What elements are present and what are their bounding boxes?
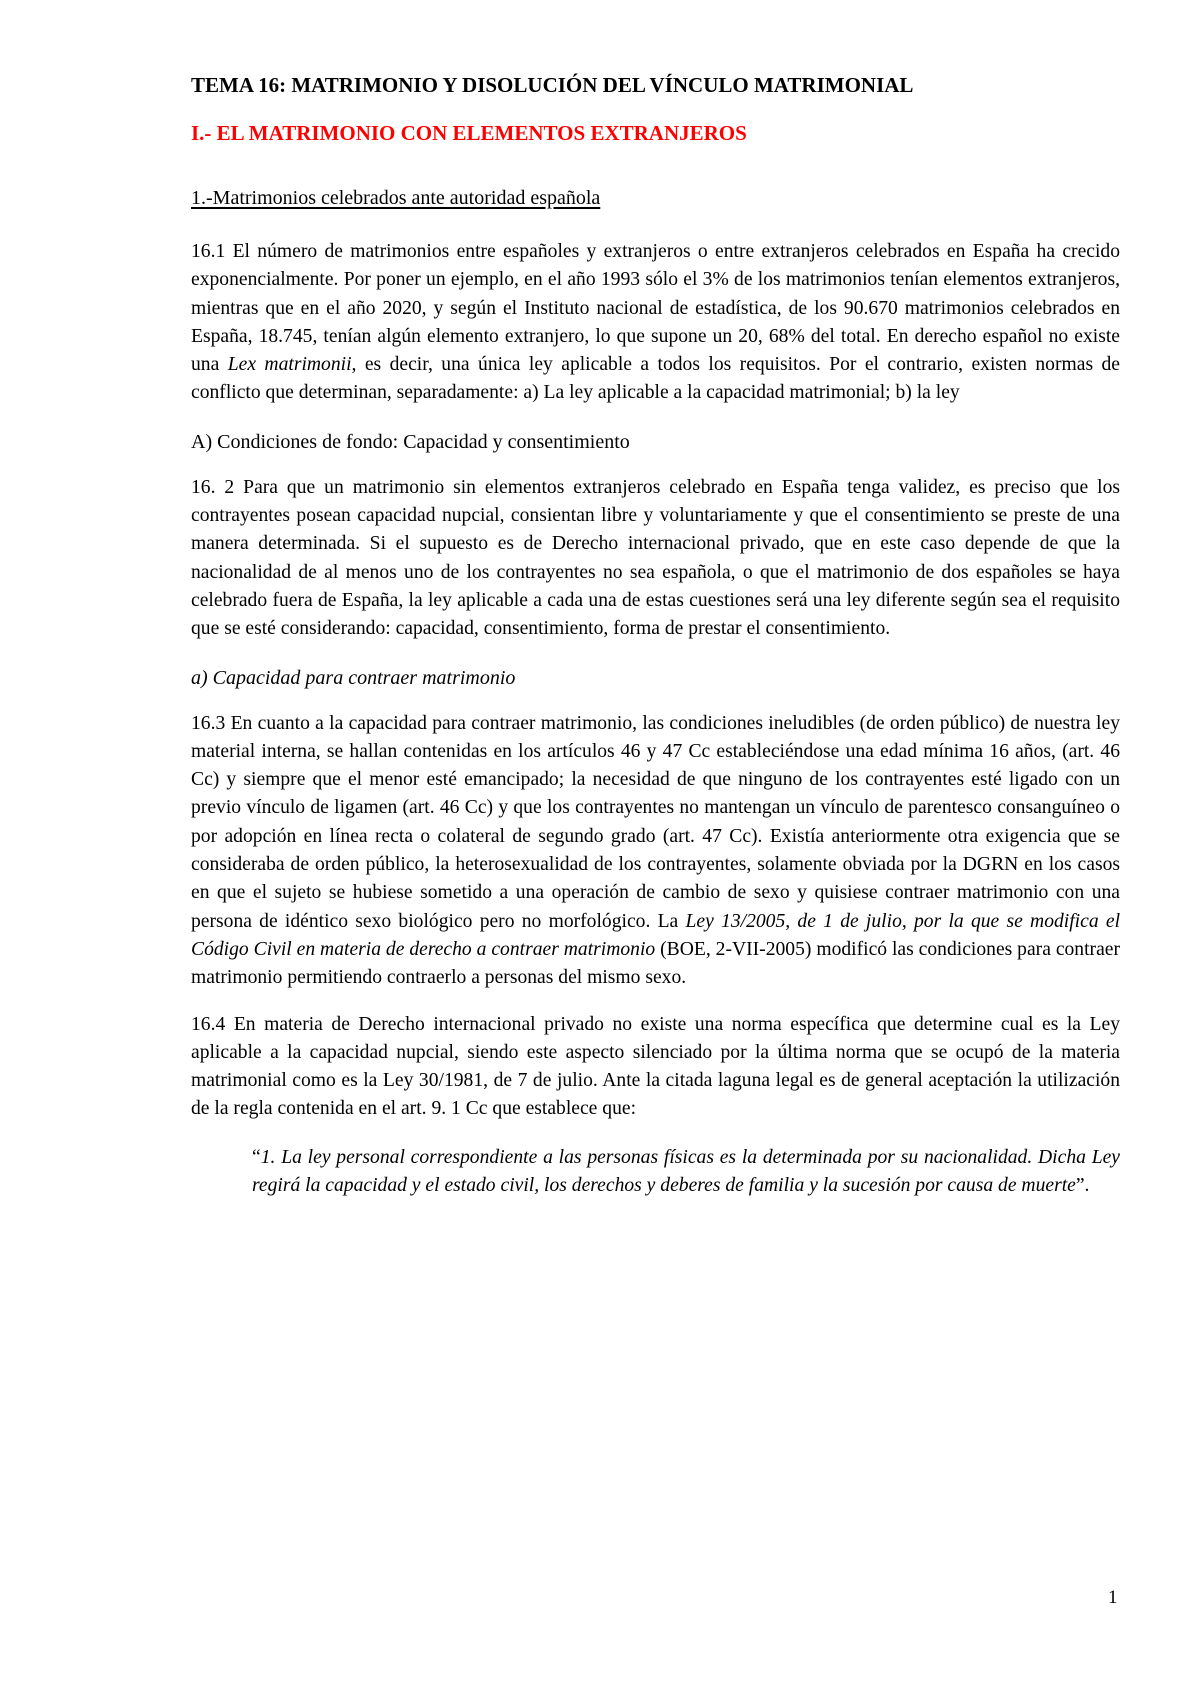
paragraph-16-3-text-c: (BOE, 2-VII-2005) modificó las condiciones para contraer matrimonio permitiendo contraerlo a personas del mismo sexo. [191,938,1120,989]
quote-close: ”. [1075,1175,1090,1197]
legal-quote [252,1144,1120,1201]
label-capacidad: a) Capacidad para contraer matrimonio [191,666,516,689]
paragraph-16-4: 16.4 En materia de Derecho internacional privado no existe una norma específica que determine cual es la Ley aplicable a la capacidad nupcial, siendo este aspecto silenciado por la última norma que se ocupó de la materia matrimonial como es la Ley 30/1981, de 7 de julio. Ante la citada laguna legal es de general aceptación la utilización de la regla contenida en el art. 9. 1 Cc que establece que: [191,1013,1120,1120]
quote-open: “ [252,1146,261,1168]
document-title: TEMA 16: MATRIMONIO Y DISOLUCIÓN DEL VÍNCULO MATRIMONIAL [191,73,914,97]
page-number: 1 [1108,1587,1118,1608]
section-heading: I.- EL MATRIMONIO CON ELEMENTOS EXTRANJEROS [191,121,747,145]
document-page [191,72,1120,1200]
paragraph-16-2: 16. 2 Para que un matrimonio sin elementos extranjeros celebrado en España tenga validez, es preciso que los contrayentes posean capacidad nupcial, consientan libre y voluntariamente y que el consentimiento se preste de una manera determinada. Si el supuesto es de Derecho internacional privado, que en este caso depende de que la nacionalidad de al menos uno de los contrayentes no sea española, o que el matrimonio de dos españoles se haya celebrado fuera de España, la ley aplicable a cada una de estas cuestiones será una ley diferente según sea el requisito que se esté considerando: capacidad, consentimiento, forma de prestar el consentimiento. [191,476,1120,640]
paragraph-16-1-text-a: 16.1 El número de matrimonios entre españoles y extranjeros o entre extranjeros celebrados en España ha crecido exponencialmente. Por poner un ejemplo, en el año 1993 sólo el 3% de los matrimonios tenían elementos extranjeros, mientras que en el año 2020, y según el Instituto nacional de estadística, de los 90.670 matrimonios celebrados en España, 18.745, tenían algún elemento extranjero, lo que supone un 20, 68% del total. En derecho español no existe una [191,241,1120,376]
paragraph-16-3 [191,710,1120,993]
label-condiciones-fondo: A) Condiciones de fondo: Capacidad y consentimiento [191,430,630,453]
quote-text: 1. La ley personal correspondiente a las personas físicas es la determinada por su nacionalidad. Dicha Ley regirá la capacidad y el estado civil, los derechos y deberes de familia y la sucesión por causa de muerte [252,1146,1120,1197]
paragraph-16-3-italic: Ley 13/2005, de 1 de julio, por la que se modifica el Código Civil en materia de derecho a contraer matrimonio [191,910,1121,960]
paragraph-16-3-text-a: 16.3 En cuanto a la capacidad para contraer matrimonio, las condiciones ineludibles (de orden público) de nuestra ley material interna, se hallan contenidas en los artículos 46 y 47 Cc estableciéndose una edad mínima 16 años, (art. 46 Cc) y siempre que el menor esté emancipado; la necesidad de que ninguno de los contrayentes esté ligado con un previo vínculo de ligamen (art. 46 Cc) y que los contrayentes no mantengan un vínculo de parentesco consanguíneo o por adopción en línea recta o colateral de segundo grado (art. 47 Cc). Existía anteriormente otra exigencia que se consideraba de orden público, la heterosexualidad de los contrayentes, solamente obviada por la DGRN en los casos en que el sujeto se hubiese sometido a una operación de cambio de sexo y quisiese contraer matrimonio con una persona de idéntico sexo biológico pero no morfológico. La [191,712,1120,932]
paragraph-16-1-text-c: es decir, una única ley aplicable a todos los requisitos. Por el contrario, existen normas de conflicto que determinan, separadamente: a) La ley aplicable a la capacidad matrimonial; b) la ley [191,354,1120,404]
paragraph-16-1-italic: Lex matrimonii, [227,354,357,376]
paragraph-16-1 [191,238,1120,408]
subheading: 1.-Matrimonios celebrados ante autoridad española [191,187,601,209]
